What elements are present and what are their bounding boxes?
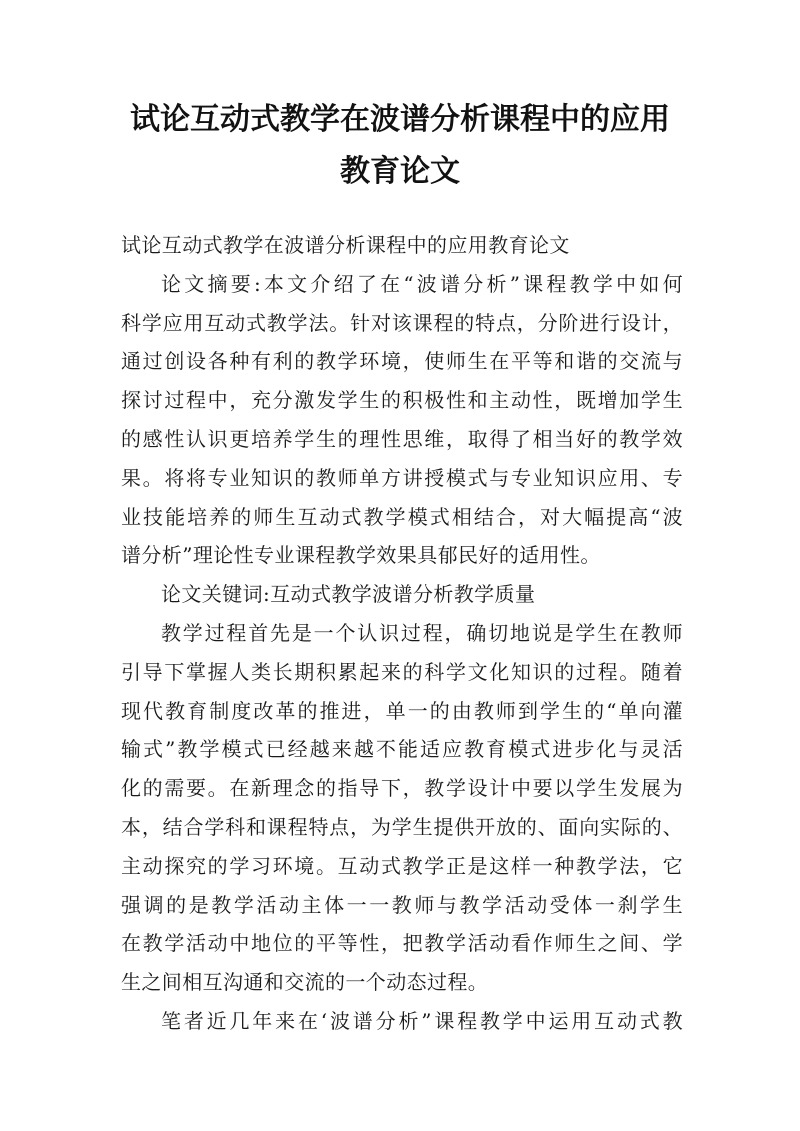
text-line: 业技能培养的师生互动式教学模式相结合，对大幅提高“波: [121, 504, 683, 529]
text-line: 谱分析”理论性专业课程教学效果具郁民好的适用性。: [121, 543, 601, 568]
text-line: 试论互动式教学在波谱分析课程中的应用教育论文: [121, 233, 570, 257]
text-line: 教学过程首先是一个认识过程，确切地说是学生在教师: [161, 620, 683, 645]
text-line: 强调的是教学活动主体一一教师与教学活动受体一刹学生: [121, 892, 683, 917]
text-line: 笔者近几年来在‘波谱分析”课程教学中运用互动式教: [161, 1008, 683, 1033]
text-line: 的感性认识更培养学生的理性思维，取得了相当好的教学效: [121, 426, 683, 451]
text-line: 论文关键词:互动式教学波谱分析教学质量: [161, 582, 536, 607]
title-line-1: 试论互动式教学在波谱分析课程中的应用: [130, 102, 670, 137]
text-line: 化的需要。在新理念的指导下，教学设计中要以学生发展为: [121, 776, 683, 801]
document-body: [121, 226, 683, 1041]
text-line: 果。将将专业知识的教师单方讲授模式与专业知识应用、专: [121, 465, 683, 490]
text-line: 科学应用互动式教学法。针对该课程的特点，分阶进行设计，: [121, 310, 683, 335]
text-line: 主动探究的学习环境。互动式教学正是这样一种教学法，它: [121, 853, 683, 878]
text-line: 现代教育制度改革的推进，单一的由教师到学生的“单向灌: [121, 698, 683, 723]
text-line: 探讨过程中，充分激发学生的积极性和主动性，既增加学生: [121, 388, 683, 413]
text-line: 在教学活动中地位的平等性，把教学活动看作师生之间、学: [121, 931, 683, 956]
document-title: [100, 94, 700, 198]
title-line-2: 教育论文: [340, 154, 460, 189]
text-line: 通过创设各种有利的教学环境，使师生在平等和谐的交流与: [121, 349, 683, 374]
text-line: 引导下掌握人类长期积累起来的科学文化知识的过程。随着: [121, 659, 683, 684]
text-line: 输式”教学模式已经越来越不能适应教育模式进步化与灵活: [121, 737, 683, 762]
text-line: 论文摘要:本文介绍了在“波谱分析”课程教学中如何: [161, 271, 683, 296]
text-line: 本，结合学科和课程特点，为学生提供开放的、面向实际的、: [121, 814, 683, 839]
text-line: 生之间相互沟通和交流的一个动态过程。: [121, 970, 489, 995]
